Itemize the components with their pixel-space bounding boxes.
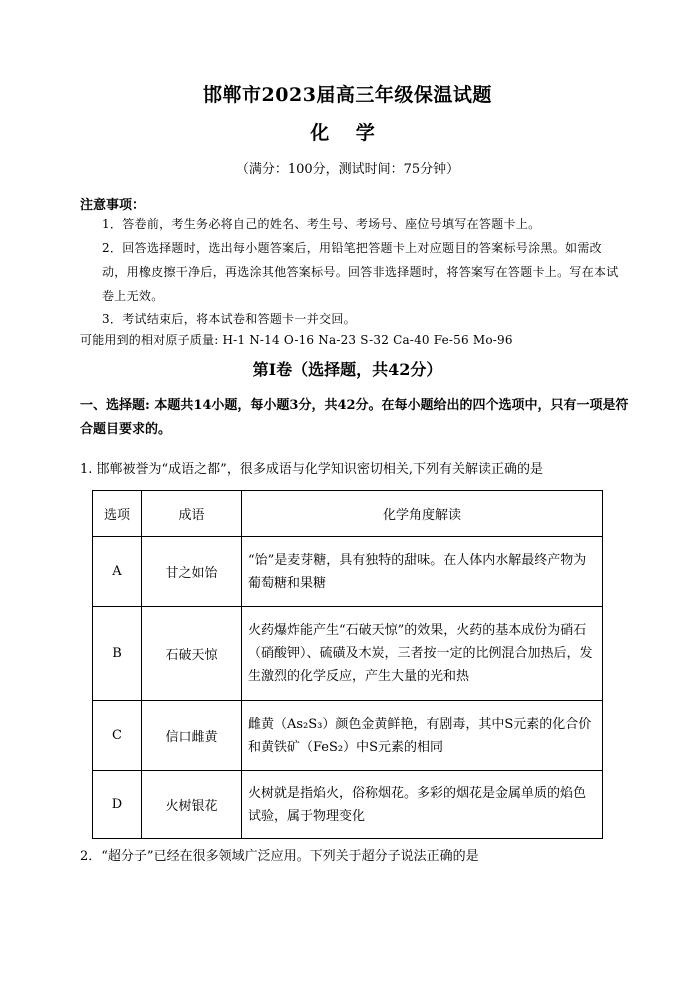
table-header-row	[93, 491, 603, 537]
idiom: 火树银花	[142, 771, 242, 839]
table-row	[93, 537, 603, 607]
idiom: 信口雌黄	[142, 701, 242, 771]
notice-item-1: 1．答卷前，考生务必将自己的姓名、考生号、考场号、座位号填写在答题卡上。	[102, 217, 541, 231]
table-row	[93, 701, 603, 771]
atomic-masses: 可能用到的相对原子质量: H-1 N-14 O-16 Na-23 S-32 Ca-40 Fe-56 Mo-96	[80, 333, 513, 347]
exam-info: （满分：100分，测试时间：75分钟）	[235, 162, 460, 177]
option-label: C	[93, 701, 142, 771]
notice-item-2: 2．回答选择题时，选出每小题答案后，用铅笔把答题卡上对应题目的答案标号涂黑。如需改动，用橡皮擦干净后，再选涂其他答案标号。回答非选择题时，将答案写在答题卡上。写在本试卷上无效。	[102, 241, 619, 303]
table-row	[93, 771, 603, 839]
exam-title: 邯郸市2023届高三年级保温试题	[203, 84, 492, 106]
table-row	[93, 607, 603, 701]
explanation: 火树就是指焰火，俗称烟花。多彩的烟花是金属单质的焰色试验，属于物理变化	[242, 771, 603, 839]
idiom: 石破天惊	[142, 607, 242, 701]
notice-item-3: 3．考试结束后，将本试卷和答题卡一并交回。	[102, 312, 356, 326]
explanation: 火药爆炸能产生“石破天惊”的效果，火药的基本成份为硝石（硝酸钾）、硫磺及木炭，三者按一定的比例混合加热后，发生激烈的化学反应，产生大量的光和热	[242, 607, 603, 701]
notice-heading: 注意事项：	[80, 198, 146, 213]
subject-title: 化 学	[310, 122, 385, 144]
option-label: B	[93, 607, 142, 701]
idiom: 甘之如饴	[142, 537, 242, 607]
section-instruction: 一、选择题: 本题共14小题，每小题3分，共42分。在每小题给出的四个选项中，只有一项是符合题目要求的。	[80, 398, 629, 437]
question-2-text: 2．“超分子”已经在很多领域广泛应用。下列关于超分子说法正确的是	[80, 849, 479, 864]
section-title: 第Ⅰ卷（选择题，共42分）	[252, 360, 443, 379]
header-idiom: 成语	[142, 491, 242, 537]
header-explain: 化学角度解读	[242, 491, 603, 537]
explanation: “饴”是麦芽糖，具有独特的甜味。在人体内水解最终产物为葡萄糖和果糖	[242, 537, 603, 607]
question-1-text: 1. 邯郸被誉为“成语之都”，很多成语与化学知识密切相关,下列有关解读正确的是	[80, 462, 543, 477]
explanation: 雌黄（As₂S₃）颜色金黄鲜艳，有剧毒，其中S元素的化合价和黄铁矿（FeS₂）中S元素的相同	[242, 701, 603, 771]
option-label: D	[93, 771, 142, 839]
option-label: A	[93, 537, 142, 607]
question-1-table	[92, 490, 603, 839]
header-option: 选项	[93, 491, 142, 537]
